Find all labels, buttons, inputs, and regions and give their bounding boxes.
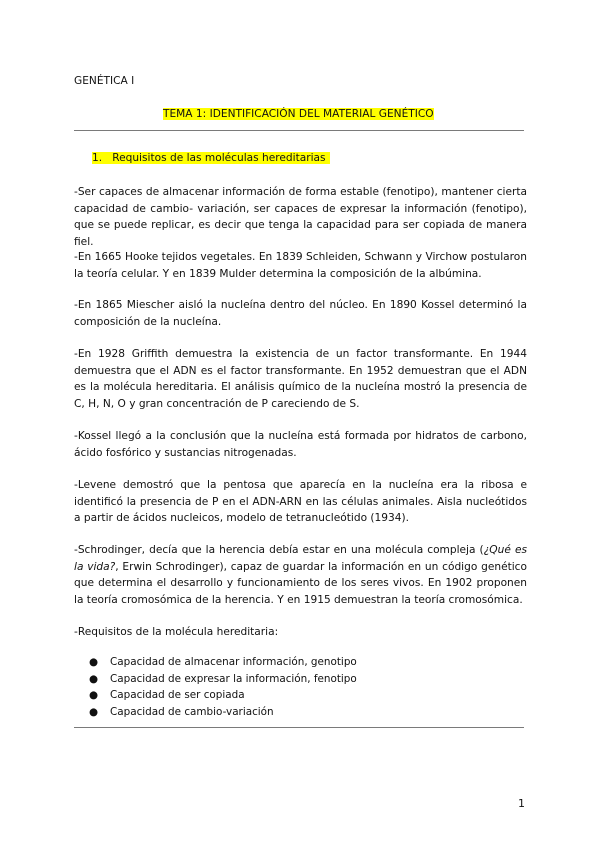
- requirements-intro: -Requisitos de la molécula hereditaria:: [74, 626, 279, 638]
- list-item: [84, 687, 357, 704]
- topic-title: [163, 108, 434, 120]
- requirements-list: [84, 654, 357, 720]
- list-item: [84, 671, 357, 688]
- section-heading-highlight: [92, 152, 330, 164]
- bullet-icon: ●: [89, 656, 99, 668]
- list-item-text: Capacidad de expresar la información, fenotipo: [110, 672, 357, 685]
- section-heading-text: Requisitos de las moléculas hereditarias: [112, 152, 326, 164]
- paragraph-miescher: -En 1865 Miescher aisló la nucleína dentro del núcleo. En 1890 Kossel determinó la composición de la nucleína.: [74, 299, 527, 328]
- bullet-icon: ●: [89, 689, 99, 702]
- paragraph-kossel: -Kossel llegó a la conclusión que la nucleína está formada por hidratos de carbono, ácido fosfórico y sustancias nitrogenadas.: [74, 430, 527, 459]
- list-item: [84, 654, 357, 671]
- paragraph-hooke: -En 1665 Hooke tejidos vegetales. En 1839 Schleiden, Schwann y Virchow postularon la teoría celular. Y en 1839 Mulder determina la composición de la albúmina.: [74, 251, 527, 280]
- section-number: 1.: [92, 152, 103, 164]
- paragraph-schrodinger: [74, 542, 527, 608]
- paragraph-griffith: -En 1928 Griffith demuestra la existencia de un factor transformante. En 1944 demuestra que el ADN es el factor transformante. En 1952 demuestran que el ADN es la molécula hereditaria. El análisis químico de la nucleína mostró la presencia de C, H, N, O y gran concentración de P careciendo de S.: [74, 348, 527, 410]
- schrodinger-before: -Schrodinger, decía que la herencia debía estar en una molécula compleja (: [74, 544, 484, 556]
- paragraph-properties: -Ser capaces de almacenar información de forma estable (fenotipo), mantener cierta capacidad de cambio- variación, ser capaces de expresar la información (fenotipo), que se puede replicar, es decir que tenga la capacidad para ser copiada de manera fiel.: [74, 186, 527, 248]
- schrodinger-after: , Erwin Schrodinger), capaz de guardar la información en un código genético que determina el desarrollo y funcionamiento de los seres vivos. En 1902 proponen la teoría cromosómica de la herencia. Y en 1915 demuestran la teoría cromosómica.: [74, 560, 527, 606]
- page-number: 1: [518, 797, 525, 810]
- topic-title-text: TEMA 1: IDENTIFICACIÓN DEL MATERIAL GENÉTICO: [163, 108, 434, 120]
- top-divider: [74, 130, 524, 131]
- list-item-text: Capacidad de almacenar información, genotipo: [110, 656, 357, 668]
- paragraph-levene: -Levene demostró que la pentosa que aparecía en la nucleína era la ribosa e identificó la presencia de P en el ADN-ARN en las células animales. Aisla nucleótidos a partir de ácidos nucleicos, modelo de tetranucleótido (1934).: [74, 479, 527, 524]
- bottom-divider: [74, 727, 524, 728]
- book-title: ¿Qué es la vida?: [74, 544, 527, 573]
- list-item: [84, 704, 357, 721]
- list-item-text: Capacidad de cambio-variación: [110, 705, 274, 718]
- bullet-icon: ●: [89, 705, 99, 718]
- section-heading: [92, 152, 330, 164]
- subject-header: GENÉTICA I: [74, 75, 135, 87]
- bullet-icon: ●: [89, 672, 99, 685]
- list-item-text: Capacidad de ser copiada: [110, 689, 245, 702]
